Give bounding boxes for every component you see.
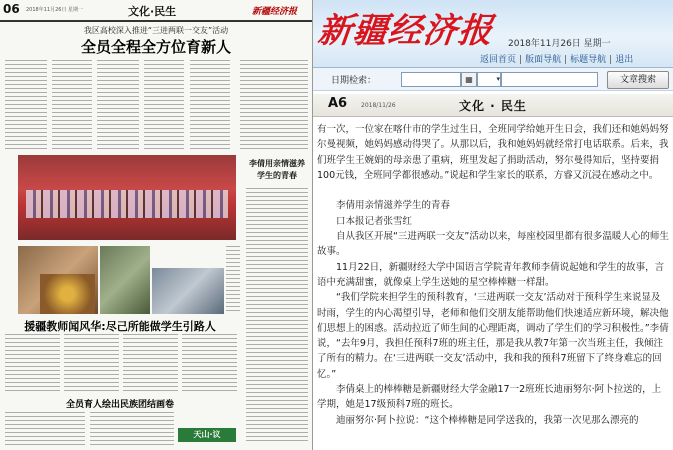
page-date: 2018/11/26 xyxy=(361,102,396,109)
page-select[interactable]: ▾ xyxy=(477,72,501,87)
thumb-headline-3[interactable]: 全员育人绘出民族团结画卷 xyxy=(65,400,174,410)
article-search-button[interactable]: 文章搜索 xyxy=(607,71,669,89)
thumb-column-logo: 天山·议 xyxy=(178,428,236,442)
article-body xyxy=(317,122,669,428)
thumb-text-column[interactable] xyxy=(226,246,240,314)
date-input[interactable] xyxy=(401,72,461,87)
thumb-text-column[interactable] xyxy=(144,60,184,150)
newspaper-logo: 新疆经济报 xyxy=(315,11,496,51)
thumb-text-column[interactable] xyxy=(5,60,47,150)
article-paragraph: 李倩桌上的棒棒糖是新疆财经大学金融17一2班班长迪丽努尔·阿卜拉送的，上学期，她是17级预科7班的班长。 xyxy=(317,384,662,411)
article-paragraph: 有一次，一位家在喀什市的学生过生日，全班同学给她开生日会，我们还和她妈妈努尔曼视频，她妈妈感动得哭了。从那以后，我和她妈妈就经常打电话联系。后来，我们班学生王婉娟的母亲患了重病，班里发起了捐助活动，努尔曼得知后，坚持要捐100元钱，全班同学都很感动。”说起和学生家长的联系，方睿又沉浸在感动之中。 xyxy=(317,124,669,181)
reader-panel xyxy=(313,0,673,450)
thumb-text-column[interactable] xyxy=(5,334,60,392)
nav-exit-link[interactable]: 退出 xyxy=(615,55,634,65)
thumb-subtitle: 我区高校深入推进“三进两联一交友”活动 xyxy=(83,26,229,35)
thumb-page-number: 06 xyxy=(3,2,20,16)
thumb-headline-2[interactable]: 援疆教师闻风华:尽己所能做学生引路人 xyxy=(24,320,216,333)
thumb-group-photo xyxy=(18,155,236,240)
date-search-label: 日期检索： xyxy=(331,76,377,86)
article-byline: 口本报记者张雪红 xyxy=(336,215,413,227)
nav-home-link[interactable]: 返回首页 xyxy=(480,55,517,65)
thumb-text-column[interactable] xyxy=(240,60,308,150)
article-paragraph: 11月22日，新疆财经大学中国语言学院青年教师李倩说起她和学生的故事，言语中充满甜蜜，就像桌上学生送她的星空棒棒糖一样甜。 xyxy=(317,261,665,288)
article-title: 李倩用亲情滋养学生的青春 xyxy=(336,200,451,212)
masthead xyxy=(313,0,673,68)
thumb-text-column[interactable] xyxy=(190,60,230,150)
newspaper-page-thumbnail[interactable] xyxy=(0,0,313,450)
page-bar xyxy=(313,94,673,117)
nav-title-nav-link[interactable]: 标题导航 xyxy=(570,55,607,65)
thumb-photo xyxy=(100,246,150,314)
top-nav: 返回首页 | 版面导航 | 标题导航 | 退出 xyxy=(480,55,634,65)
thumb-side-title[interactable]: 李倩用亲情滋养学生的青春 xyxy=(249,159,305,180)
keyword-input[interactable] xyxy=(501,72,598,87)
date-search-bar xyxy=(313,68,673,91)
thumb-text-column[interactable] xyxy=(97,60,139,150)
thumb-text-column[interactable] xyxy=(123,334,178,392)
thumb-headline[interactable]: 全员全程全方位育新人 xyxy=(80,38,231,56)
calendar-icon[interactable]: ▦ xyxy=(461,72,477,87)
thumb-text-column[interactable] xyxy=(64,334,119,392)
article-paragraph: 自从我区开展“三进两联一交友”活动以来，每座校园里都有很多温暖人心的师生故事。 xyxy=(317,231,669,258)
section-name: 文化 · 民生 xyxy=(459,99,527,113)
thumb-text-column[interactable] xyxy=(52,60,92,150)
thumb-text-column[interactable] xyxy=(182,334,237,392)
nav-page-nav-link[interactable]: 版面导航 xyxy=(525,55,562,65)
thumb-text-column[interactable] xyxy=(246,188,308,443)
thumb-brand: 新疆经济报 xyxy=(252,7,298,17)
page-number: A6 xyxy=(328,96,348,111)
thumb-photo xyxy=(152,268,224,314)
thumb-section: 文化·民生 xyxy=(128,5,177,18)
thumb-text-column[interactable] xyxy=(90,412,174,448)
thumb-text-column[interactable] xyxy=(5,412,85,448)
article-paragraph: 迪丽努尔·阿卜拉说：“这个棒棒糖是同学送我的，我第一次见那么漂亮的 xyxy=(336,414,639,426)
thumb-date: 2018年11月26日 星期一 xyxy=(26,7,84,13)
article-paragraph: “我们学院来担学生的预科教育，‘三进两联一交友’活动对于预科学生来说显及时雨，学生的内心渴望引导，老师和他们交朋友能帮助他们快速适应新环境，解决他们思想上的困惑。活动拉近了师生间的心理距离，调动了学生们的学习积极性。”李倩说，“去年9月，我担任预科7班的班主任，那是我从教7年第一次当班主任，我倾注了所有的精力。在‘三进两联一交友’活动中，我和我的预科7班留下了终身难忘的回忆。” xyxy=(317,292,669,380)
issue-date: 2018年11月26日 星期一 xyxy=(508,39,611,49)
thumb-photo xyxy=(40,274,95,314)
article-paragraph xyxy=(317,183,669,198)
thumb-header xyxy=(0,0,312,22)
